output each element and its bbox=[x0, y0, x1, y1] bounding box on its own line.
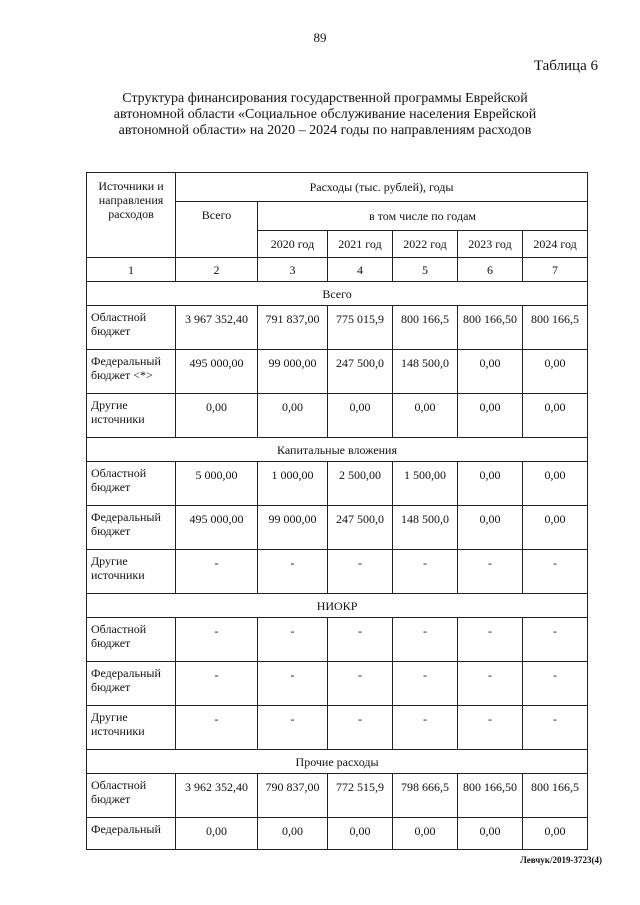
cell-value: - bbox=[523, 618, 588, 662]
page-number: 89 bbox=[313, 30, 327, 45]
cell-value: 798 666,5 bbox=[393, 774, 458, 818]
cell-value: - bbox=[176, 706, 258, 750]
row-label: Другие источники bbox=[87, 550, 176, 594]
cell-value: 0,00 bbox=[258, 394, 328, 438]
row-label: Федеральный бюджет bbox=[87, 662, 176, 706]
header-total: Всего bbox=[176, 202, 258, 258]
col-number-4: 4 bbox=[328, 258, 393, 282]
cell-value: 0,00 bbox=[458, 462, 523, 506]
table-row bbox=[87, 394, 588, 438]
cell-value: 99 000,00 bbox=[258, 506, 328, 550]
row-label: Областной бюджет bbox=[87, 306, 176, 350]
row-label: Другие источники bbox=[87, 706, 176, 750]
col-number-7: 7 bbox=[523, 258, 588, 282]
header-sources: Источники и направления расходов bbox=[87, 173, 176, 258]
section-title: Всего bbox=[87, 282, 588, 306]
cell-value: 0,00 bbox=[458, 818, 523, 850]
cell-value: 0,00 bbox=[328, 394, 393, 438]
cell-value: - bbox=[258, 662, 328, 706]
cell-value: 0,00 bbox=[258, 818, 328, 850]
cell-value: - bbox=[258, 706, 328, 750]
cell-value: 3 962 352,40 bbox=[176, 774, 258, 818]
section-title: Прочие расходы bbox=[87, 750, 588, 774]
cell-value: 495 000,00 bbox=[176, 506, 258, 550]
cell-value: 790 837,00 bbox=[258, 774, 328, 818]
cell-value: 800 166,5 bbox=[523, 774, 588, 818]
cell-value: 0,00 bbox=[523, 462, 588, 506]
cell-value: - bbox=[258, 550, 328, 594]
cell-value: 772 515,9 bbox=[328, 774, 393, 818]
table-row bbox=[87, 462, 588, 506]
cell-value: 0,00 bbox=[523, 818, 588, 850]
cell-value: 148 500,0 bbox=[393, 350, 458, 394]
cell-value: 0,00 bbox=[393, 394, 458, 438]
col-number-3: 3 bbox=[258, 258, 328, 282]
cell-value: 1 000,00 bbox=[258, 462, 328, 506]
cell-value: 0,00 bbox=[523, 394, 588, 438]
cell-value: - bbox=[328, 618, 393, 662]
table-label: Таблица 6 bbox=[533, 58, 598, 74]
cell-value: 1 500,00 bbox=[393, 462, 458, 506]
table-row bbox=[87, 506, 588, 550]
footer-reference: Левчук/2019-3723(4) bbox=[520, 855, 602, 865]
table-row bbox=[87, 662, 588, 706]
cell-value: - bbox=[393, 618, 458, 662]
row-label: Федеральный бюджет bbox=[87, 506, 176, 550]
cell-value: 0,00 bbox=[176, 394, 258, 438]
cell-value: - bbox=[523, 550, 588, 594]
table-row bbox=[87, 774, 588, 818]
row-label: Областной бюджет bbox=[87, 462, 176, 506]
header-by-years: в том числе по годам bbox=[258, 202, 588, 231]
col-number-2: 2 bbox=[176, 258, 258, 282]
cell-value: 148 500,0 bbox=[393, 506, 458, 550]
cell-value: - bbox=[176, 550, 258, 594]
cell-value: - bbox=[328, 706, 393, 750]
cell-value: - bbox=[258, 618, 328, 662]
cell-value: - bbox=[328, 550, 393, 594]
cell-value: 800 166,50 bbox=[458, 306, 523, 350]
row-label: Федеральный бюджет <*> bbox=[87, 350, 176, 394]
row-label: Федеральный bbox=[87, 818, 176, 850]
cell-value: - bbox=[458, 662, 523, 706]
cell-value: 247 500,0 bbox=[328, 350, 393, 394]
cell-value: - bbox=[393, 550, 458, 594]
cell-value: - bbox=[458, 550, 523, 594]
table-row bbox=[87, 818, 588, 850]
row-label: Другие источники bbox=[87, 394, 176, 438]
table-row bbox=[87, 306, 588, 350]
header-year-2021: 2021 год bbox=[328, 231, 393, 258]
cell-value: 0,00 bbox=[328, 818, 393, 850]
header-year-2023: 2023 год bbox=[458, 231, 523, 258]
table-row bbox=[87, 618, 588, 662]
col-number-1: 1 bbox=[87, 258, 176, 282]
header-year-2020: 2020 год bbox=[258, 231, 328, 258]
cell-value: 0,00 bbox=[458, 394, 523, 438]
row-label: Областной бюджет bbox=[87, 618, 176, 662]
header-year-2022: 2022 год bbox=[393, 231, 458, 258]
cell-value: - bbox=[176, 662, 258, 706]
col-number-6: 6 bbox=[458, 258, 523, 282]
cell-value: 800 166,50 bbox=[458, 774, 523, 818]
cell-value: 791 837,00 bbox=[258, 306, 328, 350]
cell-value: 0,00 bbox=[523, 350, 588, 394]
row-label: Областной бюджет bbox=[87, 774, 176, 818]
cell-value: 5 000,00 bbox=[176, 462, 258, 506]
header-expenses: Расходы (тыс. рублей), годы bbox=[176, 173, 588, 202]
cell-value: 0,00 bbox=[523, 506, 588, 550]
financing-table bbox=[86, 172, 588, 850]
cell-value: - bbox=[523, 706, 588, 750]
cell-value: 0,00 bbox=[458, 350, 523, 394]
table-row bbox=[87, 706, 588, 750]
cell-value: 0,00 bbox=[393, 818, 458, 850]
cell-value: 0,00 bbox=[458, 506, 523, 550]
cell-value: - bbox=[393, 706, 458, 750]
header-year-2024: 2024 год bbox=[523, 231, 588, 258]
cell-value: - bbox=[176, 618, 258, 662]
cell-value: 775 015,9 bbox=[328, 306, 393, 350]
section-title: НИОКР bbox=[87, 594, 588, 618]
cell-value: - bbox=[328, 662, 393, 706]
cell-value: 2 500,00 bbox=[328, 462, 393, 506]
cell-value: 800 166,5 bbox=[523, 306, 588, 350]
section-title: Капитальные вложения bbox=[87, 438, 588, 462]
cell-value: 3 967 352,40 bbox=[176, 306, 258, 350]
cell-value: - bbox=[523, 662, 588, 706]
cell-value: - bbox=[458, 618, 523, 662]
cell-value: 800 166,5 bbox=[393, 306, 458, 350]
table-row bbox=[87, 350, 588, 394]
col-number-5: 5 bbox=[393, 258, 458, 282]
cell-value: 247 500,0 bbox=[328, 506, 393, 550]
cell-value: 0,00 bbox=[176, 818, 258, 850]
cell-value: 495 000,00 bbox=[176, 350, 258, 394]
cell-value: 99 000,00 bbox=[258, 350, 328, 394]
cell-value: - bbox=[458, 706, 523, 750]
document-title: Структура финансирования государственной программы Еврейской автономной области «Социальное обслуживание населения Еврейской автономной области» на 2020 – 2024 годы по направлениям расходов bbox=[113, 91, 537, 138]
cell-value: - bbox=[393, 662, 458, 706]
table-row bbox=[87, 550, 588, 594]
